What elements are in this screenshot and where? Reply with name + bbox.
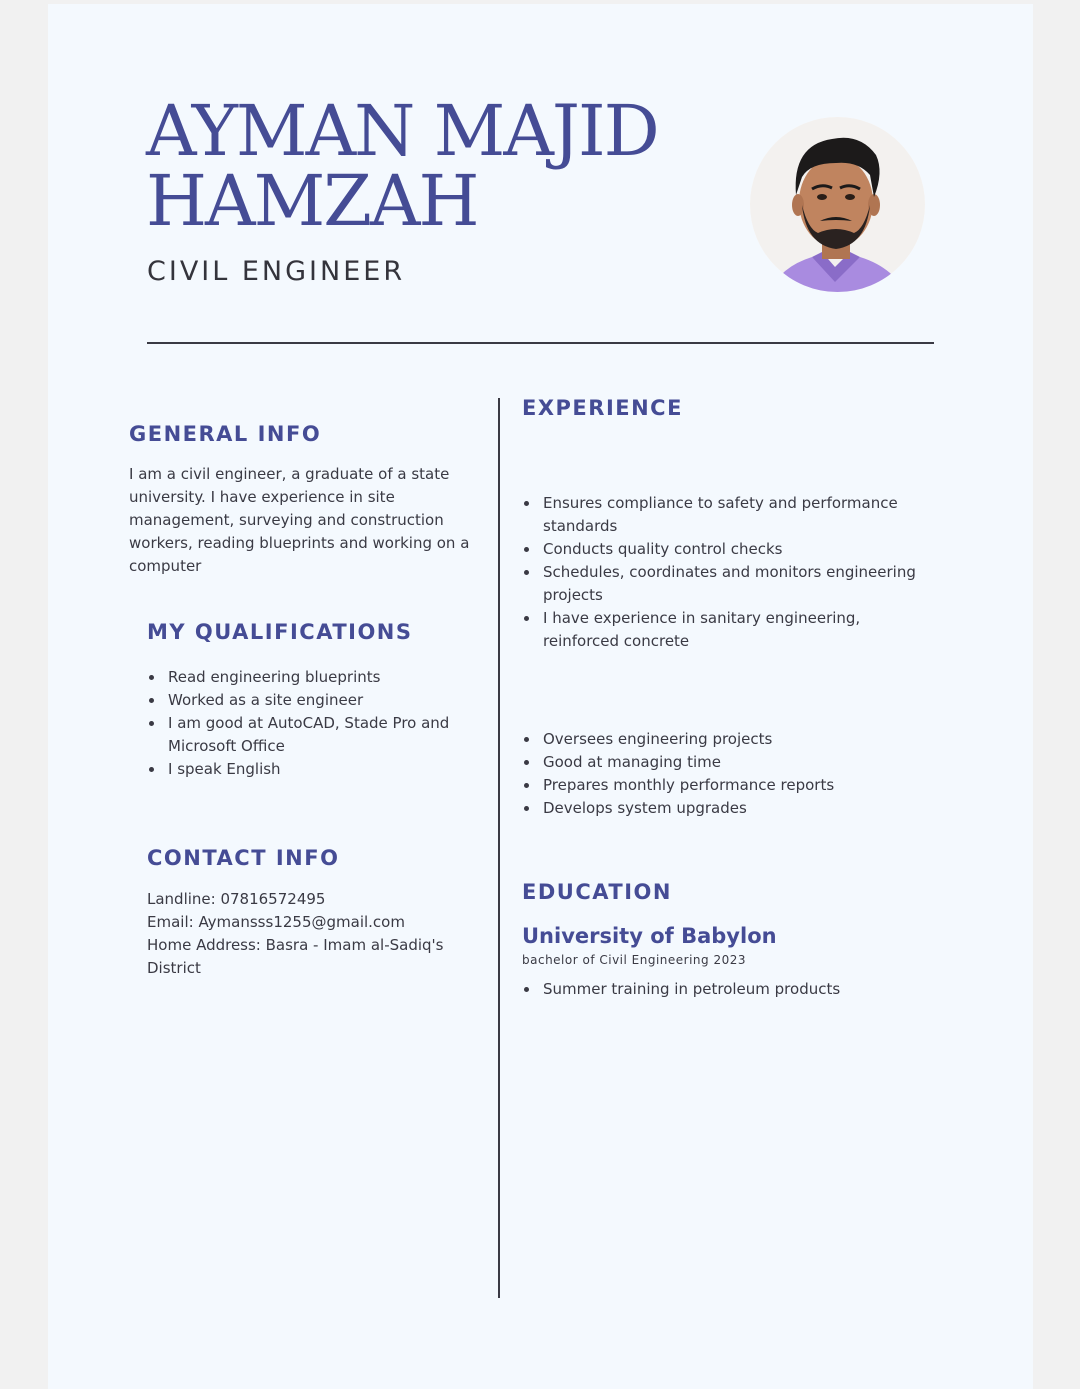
list-item: Conducts quality control checks: [522, 538, 922, 561]
column-divider: [498, 398, 500, 1298]
profile-photo: [750, 117, 925, 292]
general-info-text: I am a civil engineer, a graduate of a state university. I have experience in site management, surveying and construction workers, reading blueprints and working on a computer: [129, 465, 470, 575]
general-info-heading: GENERAL INFO: [129, 422, 322, 446]
landline-text: Landline: 07816572495: [147, 890, 326, 908]
list-item: Ensures compliance to safety and performance standards: [522, 492, 922, 538]
list-item: Prepares monthly performance reports: [522, 774, 922, 797]
list-item: Worked as a site engineer: [147, 689, 467, 712]
name-line-2: HAMZAH: [146, 160, 478, 242]
list-item: Oversees engineering projects: [522, 728, 922, 751]
contact-details: [147, 888, 467, 980]
qualifications-heading: MY QUALIFICATIONS: [147, 620, 413, 644]
university-name: University of Babylon: [522, 924, 777, 948]
contact-info-heading: CONTACT INFO: [147, 846, 340, 870]
list-item: Schedules, coordinates and monitors engineering projects: [522, 561, 922, 607]
list-item: Read engineering blueprints: [147, 666, 467, 689]
list-item: I speak English: [147, 758, 467, 781]
name-line-1: AYMAN MAJID: [146, 90, 658, 172]
experience-heading: EXPERIENCE: [522, 396, 683, 420]
list-item: I am good at AutoCAD, Stade Pro and Microsoft Office: [147, 712, 467, 758]
list-item: Summer training in petroleum products: [522, 978, 922, 1001]
list-item: I have experience in sanitary engineering, reinforced concrete: [522, 607, 922, 653]
experience-list-1: [522, 492, 922, 653]
degree-text: bachelor of Civil Engineering 2023: [522, 953, 747, 967]
list-item: Develops system upgrades: [522, 797, 922, 820]
list-item: Good at managing time: [522, 751, 922, 774]
education-list: [522, 978, 922, 1001]
email-text: Email: Aymansss1255@gmail.com: [147, 913, 405, 931]
address-text: Home Address: Basra - Imam al-Sadiq's District: [147, 936, 444, 977]
job-title: CIVIL ENGINEER: [147, 256, 406, 287]
education-heading: EDUCATION: [522, 880, 672, 904]
qualifications-list: [147, 666, 467, 781]
experience-list-2: [522, 728, 922, 820]
person-portrait-icon: [750, 117, 925, 292]
header-divider: [147, 342, 934, 344]
